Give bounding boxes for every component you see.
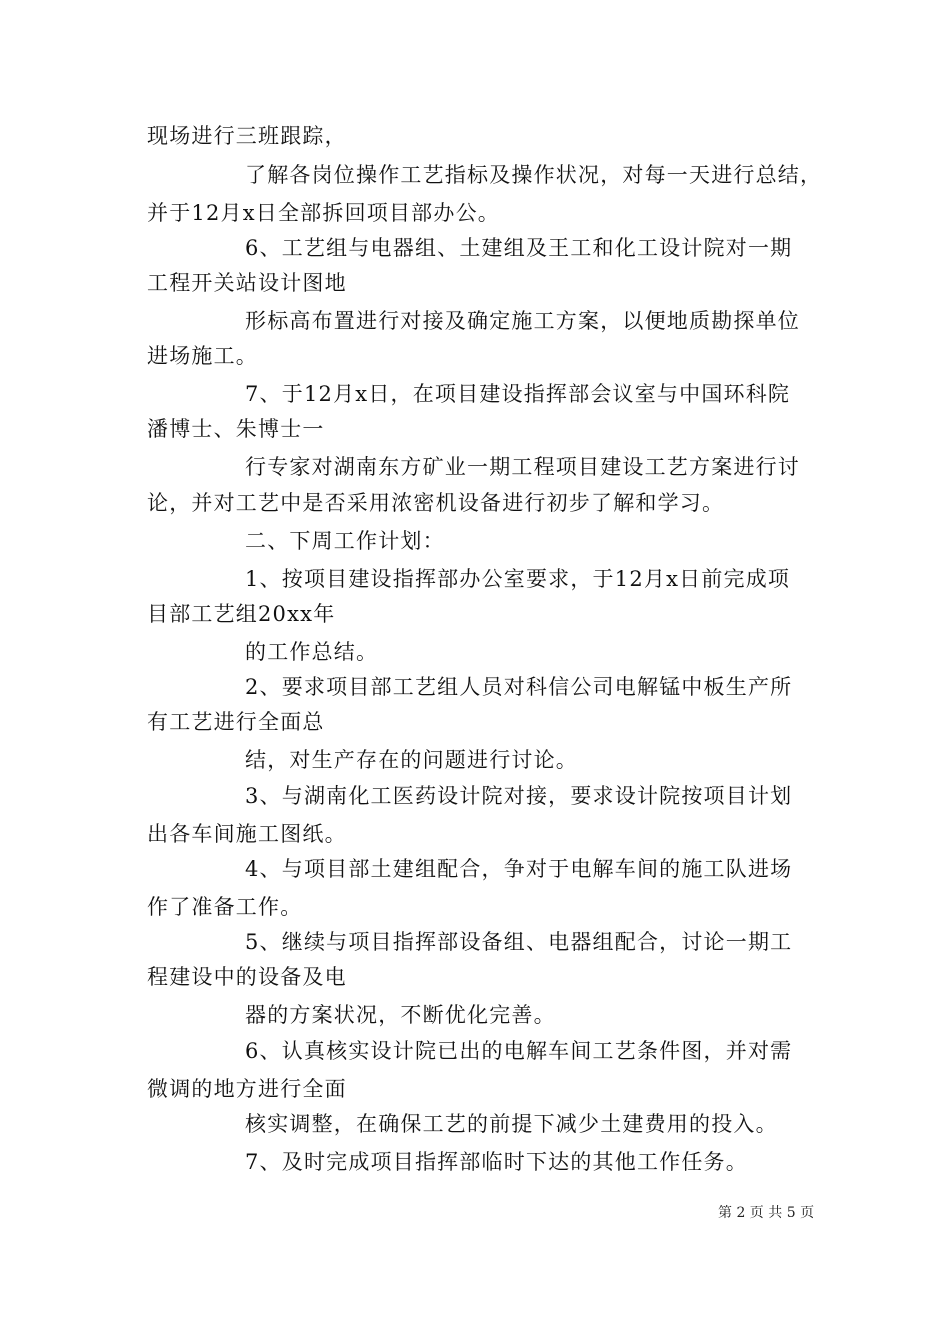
page-number-footer: 第 2 页 共 5 页 bbox=[718, 1205, 815, 1221]
text-line: 4、与项目部土建组配合，争对于电解车间的施工队进场 bbox=[245, 857, 793, 881]
section-heading: 二、下周工作计划： bbox=[245, 529, 445, 553]
text-line: 核实调整，在确保工艺的前提下减少土建费用的投入。 bbox=[245, 1112, 778, 1136]
text-line: 进场施工。 bbox=[147, 344, 258, 368]
text-line: 潘博士、朱博士一 bbox=[147, 417, 325, 441]
text-line: 形标高布置进行对接及确定施工方案，以便地质勘探单位 bbox=[245, 309, 800, 333]
text-line: 微调的地方进行全面 bbox=[147, 1077, 347, 1101]
text-line: 5、继续与项目指挥部设备组、电器组配合，讨论一期工 bbox=[245, 930, 793, 954]
text-line: 3、与湖南化工医药设计院对接，要求设计院按项目计划 bbox=[245, 784, 793, 808]
text-line: 目部工艺组20xx年 bbox=[147, 602, 336, 626]
text-line: 器的方案状况，不断优化完善。 bbox=[245, 1003, 556, 1027]
text-line: 现场进行三班跟踪， bbox=[147, 124, 347, 148]
text-line: 1、按项目建设指挥部办公室要求，于12月x日前完成项 bbox=[245, 567, 791, 591]
text-line: 论，并对工艺中是否采用浓密机设备进行初步了解和学习。 bbox=[147, 491, 725, 515]
text-line: 出各车间施工图纸。 bbox=[147, 822, 347, 846]
text-line: 行专家对湖南东方矿业一期工程项目建设工艺方案进行讨 bbox=[245, 455, 800, 479]
text-line: 2、要求项目部工艺组人员对科信公司电解锰中板生产所 bbox=[245, 675, 793, 699]
text-line: 并于12月x日全部拆回项目部办公。 bbox=[147, 201, 500, 225]
text-line: 有工艺进行全面总 bbox=[147, 710, 325, 734]
text-line: 7、及时完成项目指挥部临时下达的其他工作任务。 bbox=[245, 1150, 748, 1174]
text-line: 6、工艺组与电器组、土建组及王工和化工设计院对一期 bbox=[245, 236, 793, 260]
text-line: 程建设中的设备及电 bbox=[147, 965, 347, 989]
text-line: 的工作总结。 bbox=[245, 640, 379, 664]
text-line: 结，对生产存在的问题进行讨论。 bbox=[245, 748, 578, 772]
text-line: 了解各岗位操作工艺指标及操作状况，对每一天进行总结， bbox=[245, 163, 823, 187]
text-line: 6、认真核实设计院已出的电解车间工艺条件图，并对需 bbox=[245, 1039, 793, 1063]
text-line: 作了准备工作。 bbox=[147, 895, 303, 919]
text-line: 工程开关站设计图地 bbox=[147, 271, 347, 295]
text-line: 7、于12月x日，在项目建设指挥部会议室与中国环科院 bbox=[245, 382, 791, 406]
